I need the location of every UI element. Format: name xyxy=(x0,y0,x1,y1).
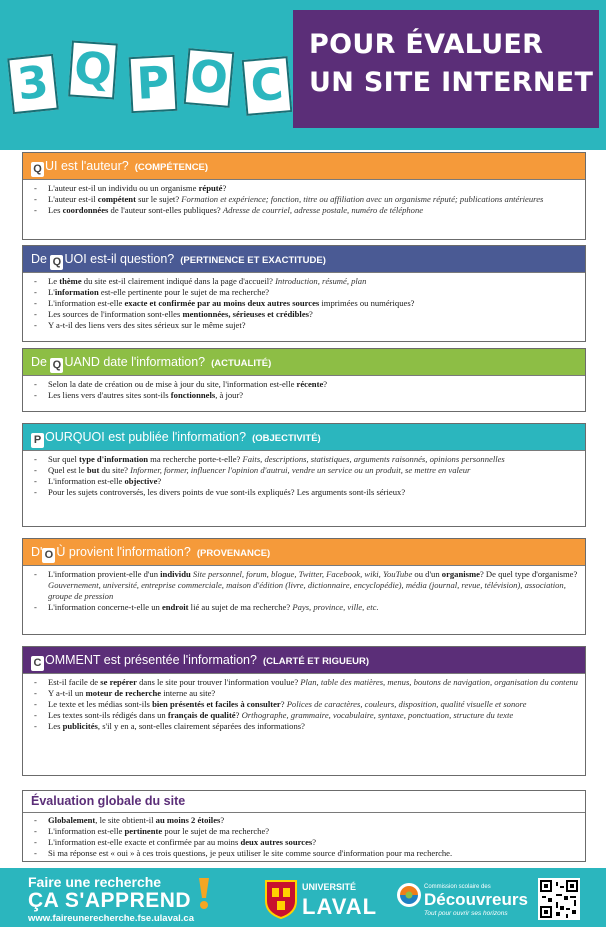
section-qui-list xyxy=(23,180,585,219)
section-pourquoi-header xyxy=(23,424,585,451)
evaluation-title: Évaluation globale du site xyxy=(31,794,186,808)
logo-tile-p: P xyxy=(129,55,178,113)
list-item: - L'information concerne-t-elle un endroit lié au sujet de ma recherche? Pays, province, ville, etc. xyxy=(31,602,579,613)
csd-tagline: Tout pour ouvrir ses horizons xyxy=(424,910,508,917)
q-glyph-icon: Q xyxy=(31,162,44,177)
laval-crest-icon xyxy=(264,879,298,919)
list-item: - Est-il facile de se repérer dans le site pour trouver l'information voulue? Plan, table des matières, menus, boutons de navigation, organisation du contenu xyxy=(31,677,579,688)
logo-tile-q: Q xyxy=(68,40,118,99)
list-item: - L'information provient-elle d'un individu Site personnel, forum, blogue, Twitter, Facebook, wiki, YouTube ou d'un organisme? De quel type d'organisme? Gouvernement, université, entreprise commerciale, maison d'édition (livre, dictionnaire, encyclopédie), média (journal, revue, télévision), association, groupe de pression xyxy=(31,569,579,602)
footer-url-link[interactable]: www.faireunerecherche.fse.ulaval.ca xyxy=(28,913,194,924)
list-item: - Sur quel type d'information ma recherche porte-t-elle? Faits, descriptions, statistiques, arguments raisonnés, opinions personnelles xyxy=(31,454,579,465)
c-glyph-icon: C xyxy=(31,656,44,671)
p-glyph-icon: P xyxy=(31,433,44,448)
section-category: (PERTINENCE ET EXACTITUDE) xyxy=(180,255,326,266)
section-title: OURQUOI est publiée l'information? xyxy=(45,430,247,444)
3qpoc-logo xyxy=(6,42,298,122)
section-quand-header: De Q UAND date l'information? (ACTUALITÉ) xyxy=(23,349,585,376)
list-item: - Pour les sujets controversés, les divers points de vue sont-ils expliqués? Les arguments sont-ils sérieux? xyxy=(31,487,579,498)
o-glyph-icon: O xyxy=(42,548,55,563)
list-item: - L'auteur est-il compétent sur le sujet? Formation et expérience; fonction, titre ou affiliation avec un organisme réputé; publications antérieures xyxy=(31,194,579,205)
section-title: UAND date l'information? xyxy=(64,355,206,369)
section-title: UI est l'auteur? xyxy=(45,159,129,173)
section-category: (OBJECTIVITÉ) xyxy=(252,433,321,444)
exclamation-icon xyxy=(196,876,212,910)
section-comment-list xyxy=(23,674,585,735)
section-category: (PROVENANCE) xyxy=(196,548,271,559)
section-category: (ACTUALITÉ) xyxy=(211,358,272,369)
qr-code-icon[interactable] xyxy=(538,878,580,920)
list-item: - L'information est-elle pertinente pour le sujet de ma recherche? xyxy=(31,287,579,298)
section-quand-list xyxy=(23,376,585,404)
list-item: - L'information est-elle exacte et confirmée par au moins deux autres sources imprimées ou numériques? xyxy=(31,298,579,309)
list-item: - Selon la date de création ou de mise à jour du site, l'information est-elle récente? xyxy=(31,379,579,390)
section-qui-header xyxy=(23,153,585,180)
csd-logo-name: Découvreurs xyxy=(424,890,528,909)
evaluation-header xyxy=(23,791,585,813)
list-item: - L'information est-elle pertinente pour le sujet de ma recherche? xyxy=(31,826,579,837)
section-comment xyxy=(22,646,586,776)
list-item: - Les liens vers d'autres sites sont-ils fonctionnels, à jour? xyxy=(31,390,579,401)
logo-tile-c: C xyxy=(242,56,293,116)
logo-tile-o: O xyxy=(184,48,235,108)
list-item: - Si ma réponse est « oui » à ces trois questions, je peux utiliser le site comme source d'information pour ma recherche. xyxy=(31,848,579,859)
list-item: - Le thème du site est-il clairement indiqué dans la page d'accueil? Introduction, résumé, plan xyxy=(31,276,579,287)
section-pourquoi xyxy=(22,423,586,527)
footer-slogan-line1: Faire une recherche xyxy=(28,874,162,890)
section-category: (CLARTÉ ET RIGUEUR) xyxy=(262,656,370,667)
list-item: - Globalement, le site obtient-il au moins 2 étoiles? xyxy=(31,815,579,826)
footer-banner xyxy=(0,868,606,927)
csd-logo-small: Commission scolaire des xyxy=(424,884,491,890)
list-item: - L'information est-elle objective? xyxy=(31,476,579,487)
list-item: - L'auteur est-il un individu ou un organisme réputé? xyxy=(31,183,579,194)
section-quoi-list xyxy=(23,273,585,334)
evaluation-list xyxy=(23,813,585,862)
section-dou-header: D' O Ù provient l'information? (PROVENANCE) xyxy=(23,539,585,566)
q-glyph-icon: Q xyxy=(50,358,63,373)
section-evaluation xyxy=(22,790,586,862)
section-category: (COMPÉTENCE) xyxy=(134,162,209,173)
title-line-1: POUR ÉVALUER xyxy=(309,29,544,60)
list-item: - Les coordonnées de l'auteur sont-elles publiques? Adresse de courriel, adresse postale, numéro de téléphone xyxy=(31,205,579,216)
q-glyph-icon: Q xyxy=(50,255,63,270)
section-pourquoi-list xyxy=(23,451,585,501)
section-comment-header xyxy=(23,647,585,674)
section-quoi-header: De Q UOI est-il question? (PERTINENCE ET EXACTITUDE) xyxy=(23,246,585,273)
logo-tile-3: 3 xyxy=(7,54,59,115)
section-title: Ù provient l'information? xyxy=(56,545,191,559)
list-item: - Le texte et les médias sont-ils bien présentés et faciles à consulter? Polices de caractères, couleurs, disposition, qualité visuelle et sonore xyxy=(31,699,579,710)
list-item: - Y a-t-il des liens vers des sites sérieux sur le même sujet? xyxy=(31,320,579,331)
section-title: OMMENT est présentée l'information? xyxy=(45,653,257,667)
section-title: UOI est-il question? xyxy=(64,252,175,266)
section-qui xyxy=(22,152,586,240)
list-item: - Y a-t-il un moteur de recherche interne au site? xyxy=(31,688,579,699)
title-line-2: UN SITE INTERNET xyxy=(309,67,594,98)
laval-logo-bottom: LAVAL xyxy=(302,894,378,919)
section-dou-list xyxy=(23,566,585,616)
header-banner xyxy=(0,0,606,150)
csd-logo-icon xyxy=(396,882,422,908)
list-item: - Les sources de l'information sont-elles mentionnées, sérieuses et crédibles? xyxy=(31,309,579,320)
footer-slogan-line2: ÇA S'APPREND xyxy=(28,889,192,912)
list-item: - Quel est le but du site? Informer, former, influencer l'opinion d'autrui, vendre un service ou un produit, se mettre en valeur xyxy=(31,465,579,476)
list-item: - Les textes sont-ils rédigés dans un français de qualité? Orthographe, grammaire, vocabulaire, syntaxe, ponctuation, structure du texte xyxy=(31,710,579,721)
section-quoi xyxy=(22,245,586,342)
poster-title xyxy=(293,10,599,128)
list-item: - L'information est-elle exacte et confirmée par au moins deux autres sources? xyxy=(31,837,579,848)
list-item: - Les publicités, s'il y en a, sont-elles clairement séparées des informations? xyxy=(31,721,579,732)
laval-logo-top: UNIVERSITÉ xyxy=(302,882,357,892)
section-quand xyxy=(22,348,586,412)
section-dou xyxy=(22,538,586,635)
